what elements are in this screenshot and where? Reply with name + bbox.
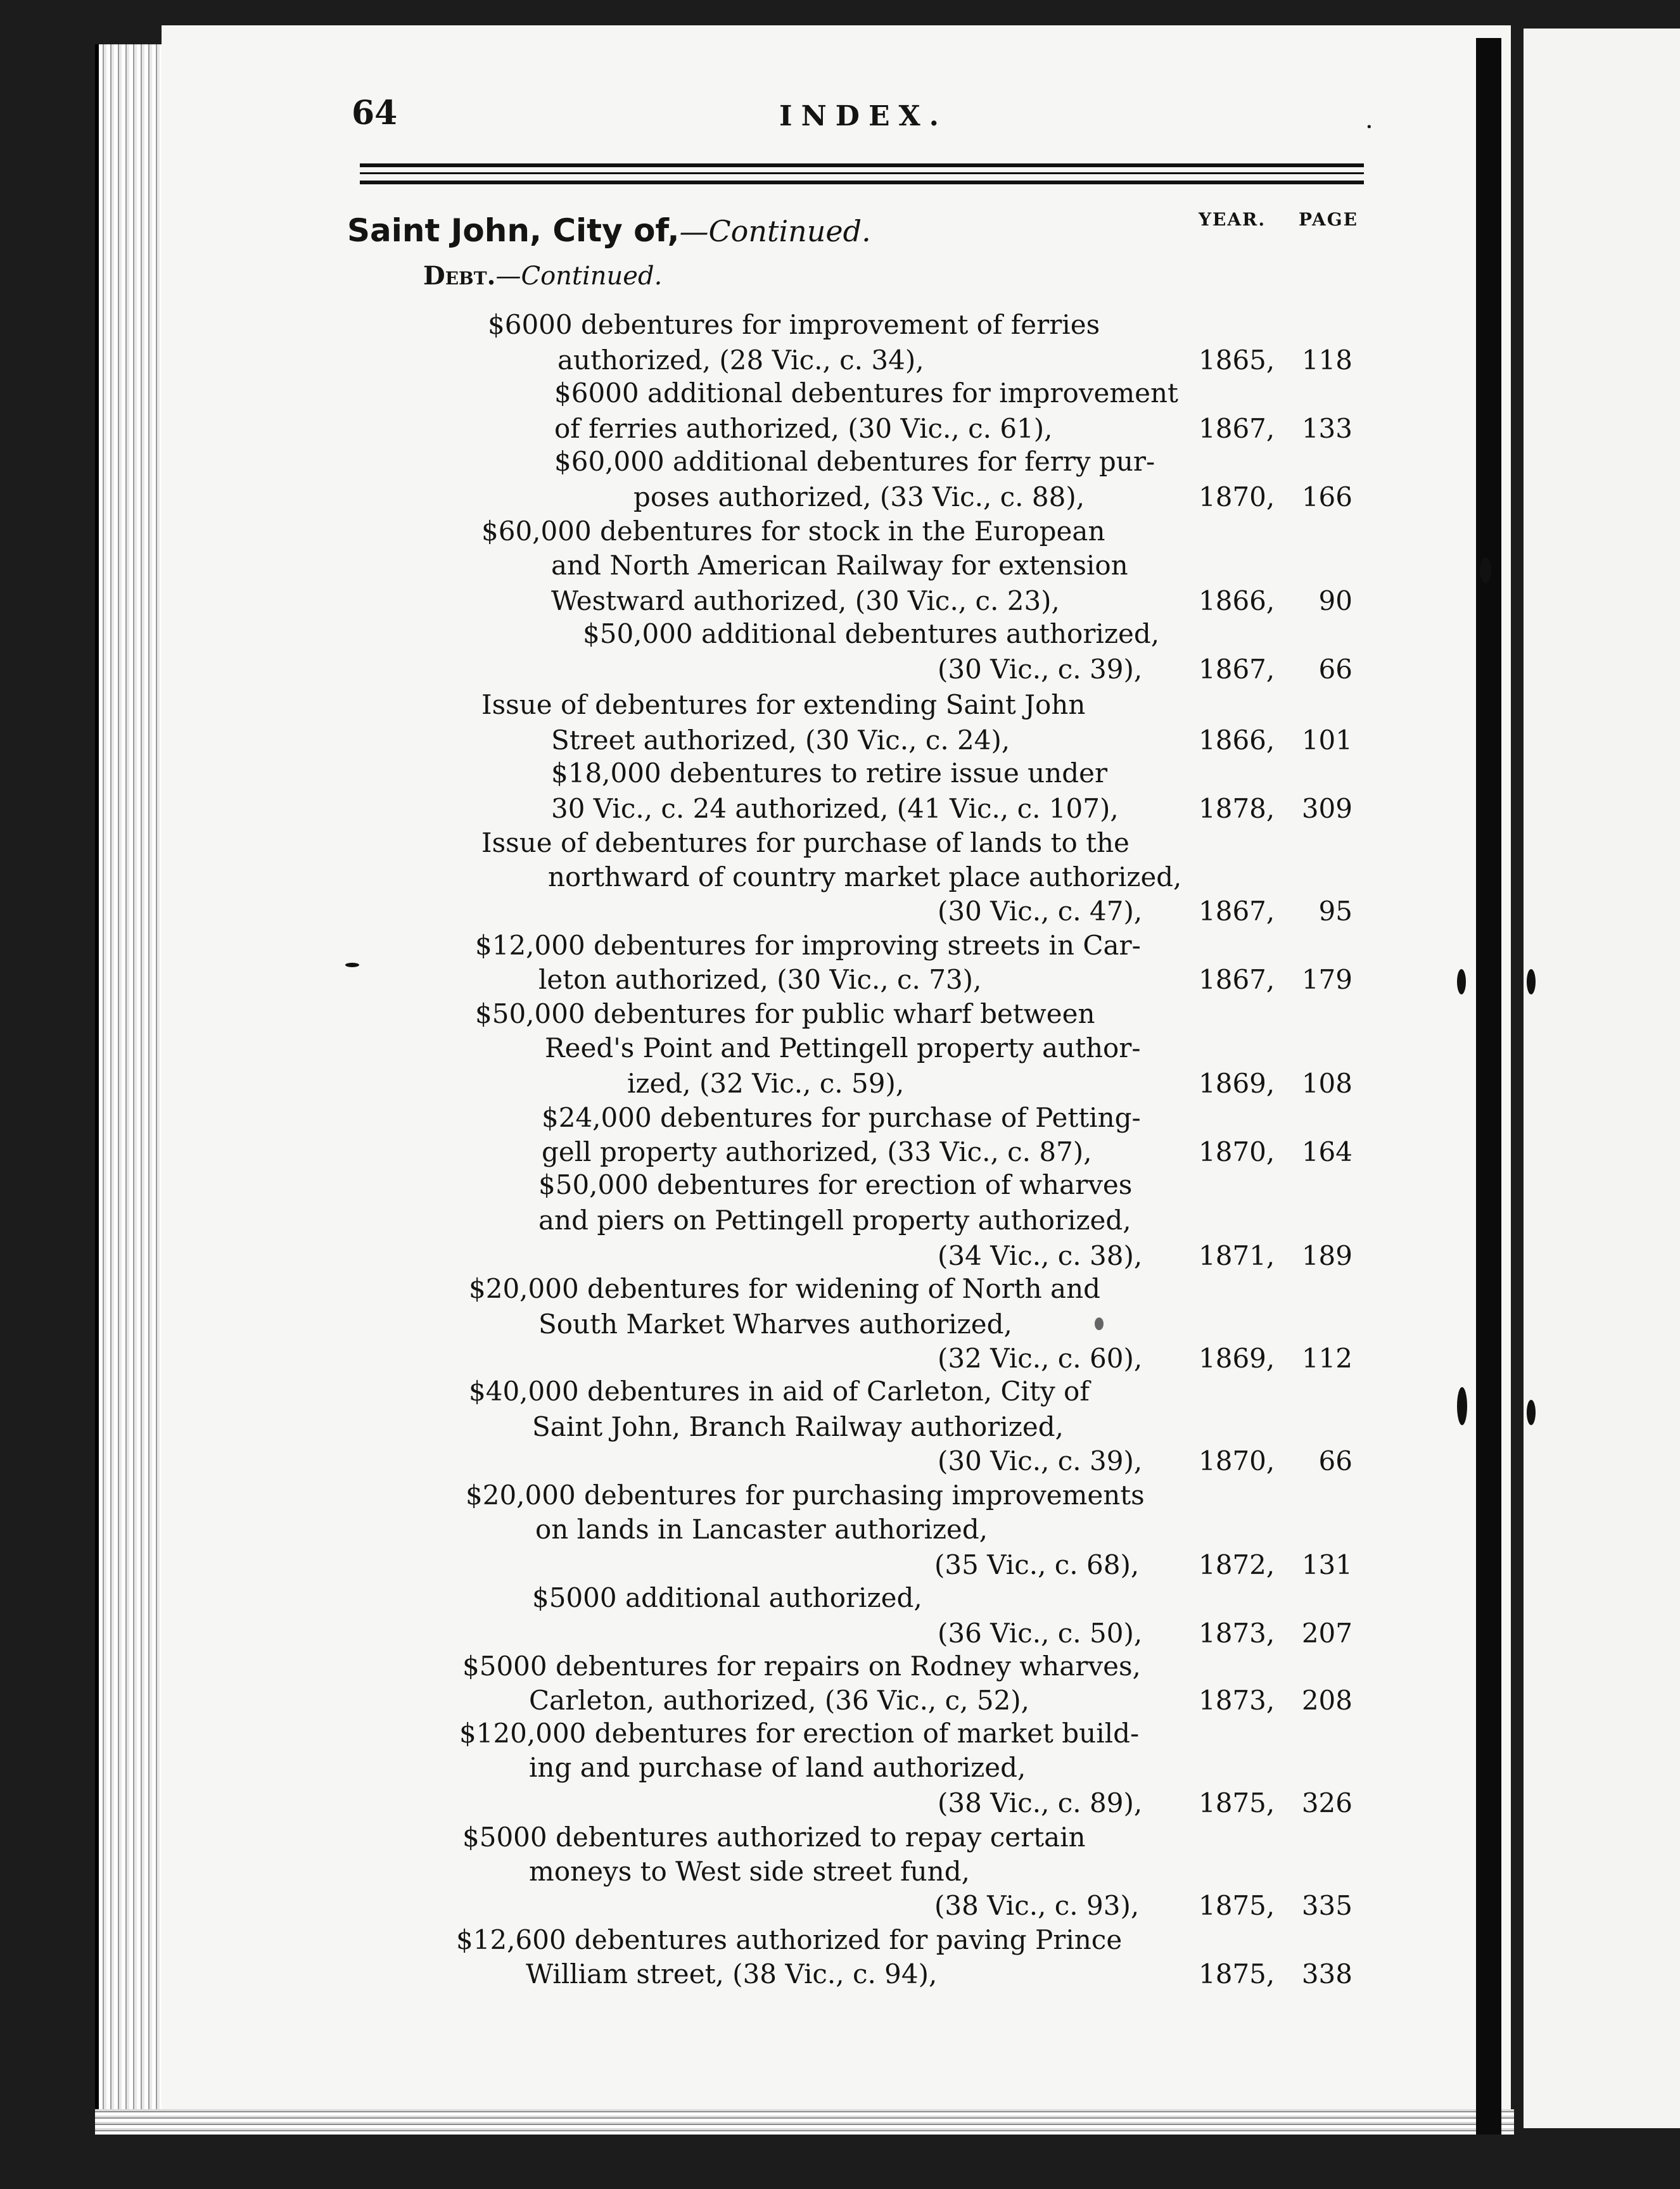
entry-year: 1870, xyxy=(1199,481,1275,512)
index-entry-line: ized, (32 Vic., c. 59), xyxy=(627,1068,905,1099)
entry-year: 1866, xyxy=(1199,725,1275,756)
entry-page: 118 xyxy=(1301,345,1352,376)
index-entry-line: $18,000 debentures to retire issue under xyxy=(551,758,1108,789)
index-entry-line: (35 Vic., c. 68), xyxy=(934,1549,1140,1580)
page-bottom-edge xyxy=(95,2109,1514,2135)
page-edge-stack xyxy=(95,44,169,2128)
entry-year: 1867, xyxy=(1199,654,1275,685)
ink-dot: · xyxy=(1365,113,1373,142)
header-rule xyxy=(360,163,1364,167)
index-entry-line: (30 Vic., c. 39), xyxy=(938,654,1143,685)
index-entry-line: Westward authorized, (30 Vic., c. 23), xyxy=(551,585,1060,616)
index-entry-line: $50,000 debentures for erection of wharves xyxy=(538,1169,1133,1200)
index-entry-line: $120,000 debentures for erection of market build- xyxy=(459,1718,1140,1749)
index-entry-line: (38 Vic., c. 93), xyxy=(934,1890,1140,1921)
index-entry-line: leton authorized, (30 Vic., c. 73), xyxy=(538,964,982,995)
entry-year: 1873, xyxy=(1199,1618,1275,1649)
index-entry-line: $50,000 debentures for public wharf between xyxy=(475,998,1095,1029)
index-entry-line: Street authorized, (30 Vic., c. 24), xyxy=(551,725,1010,756)
book-binding xyxy=(1476,38,1501,2135)
entry-page: 90 xyxy=(1318,585,1352,616)
entry-page: 164 xyxy=(1301,1136,1352,1167)
index-entry-line: $5000 additional authorized, xyxy=(532,1582,922,1613)
section-continued: —Continued. xyxy=(679,214,871,248)
index-entry-line: poses authorized, (33 Vic., c. 88), xyxy=(633,481,1085,512)
entry-year: 1865, xyxy=(1199,345,1275,376)
entry-page: 338 xyxy=(1301,1958,1352,1989)
binding-clip-mark xyxy=(1480,557,1491,583)
entry-year: 1872, xyxy=(1199,1549,1275,1580)
entry-page: 309 xyxy=(1301,793,1352,824)
entry-page: 101 xyxy=(1301,725,1352,756)
index-entry-line: $12,600 debentures authorized for paving Prince xyxy=(456,1924,1123,1955)
entry-page: 108 xyxy=(1301,1068,1352,1099)
index-entry-line: $12,000 debentures for improving streets in Car- xyxy=(475,930,1141,961)
entry-page: 207 xyxy=(1301,1618,1352,1649)
index-entry-line: Issue of debentures for purchase of lands to the xyxy=(481,827,1130,858)
binding-clip-mark xyxy=(1457,1387,1467,1425)
entry-year: 1870, xyxy=(1199,1136,1275,1167)
entry-year: 1875, xyxy=(1199,1890,1275,1921)
entry-year: 1867, xyxy=(1199,413,1275,444)
entry-year: 1878, xyxy=(1199,793,1275,824)
entry-page: 66 xyxy=(1318,1445,1352,1476)
running-head: INDEX. xyxy=(779,100,948,132)
index-entry-line: $5000 debentures for repairs on Rodney wharves, xyxy=(462,1651,1141,1682)
index-entry-line: and piers on Pettingell property authorized, xyxy=(538,1205,1131,1236)
entry-page: 326 xyxy=(1301,1787,1352,1818)
header-rule xyxy=(360,181,1364,184)
index-entry-line: gell property authorized, (33 Vic., c. 87), xyxy=(542,1136,1092,1167)
entry-year: 1867, xyxy=(1199,896,1275,927)
index-entry-line: William street, (38 Vic., c. 94), xyxy=(526,1958,938,1989)
index-entry-line: $6000 additional debentures for improvement xyxy=(554,378,1178,409)
binding-clip-mark xyxy=(1527,969,1536,994)
entry-year: 1867, xyxy=(1199,964,1275,995)
section-title xyxy=(347,212,871,249)
index-entry-line: on lands in Lancaster authorized, xyxy=(535,1514,988,1545)
index-entry-line: $20,000 debentures for widening of North and xyxy=(469,1273,1101,1304)
entry-page: 208 xyxy=(1301,1685,1352,1716)
index-entry-line: Issue of debentures for extending Saint John xyxy=(481,689,1086,720)
entry-page: 66 xyxy=(1318,654,1352,685)
facing-page xyxy=(1524,29,1680,2128)
index-entry-line: (30 Vic., c. 39), xyxy=(938,1445,1143,1476)
entry-page: 335 xyxy=(1301,1890,1352,1921)
entry-year: 1869, xyxy=(1199,1068,1275,1099)
index-entry-line: $6000 debentures for improvement of ferries xyxy=(488,309,1100,340)
index-entry-line: Reed's Point and Pettingell property author- xyxy=(545,1032,1141,1063)
index-entry-line: (38 Vic., c. 89), xyxy=(938,1787,1143,1818)
binding-clip-mark xyxy=(1457,969,1466,994)
subsection-continued: —Continued. xyxy=(495,262,663,291)
entry-page: 179 xyxy=(1301,964,1352,995)
entry-page: 133 xyxy=(1301,413,1352,444)
index-entry-line: of ferries authorized, (30 Vic., c. 61), xyxy=(554,413,1053,444)
entry-page: 112 xyxy=(1301,1343,1352,1374)
index-entry-line: ing and purchase of land authorized, xyxy=(529,1752,1026,1783)
index-entry-line: $20,000 debentures for purchasing improvements xyxy=(466,1480,1145,1511)
entry-year: 1875, xyxy=(1199,1787,1275,1818)
index-entry-line: $50,000 additional debentures authorized, xyxy=(583,618,1160,649)
entry-page: 131 xyxy=(1301,1549,1352,1580)
subsection-name: Debt. xyxy=(423,261,496,291)
header-rule xyxy=(360,172,1364,174)
index-entry-line: $5000 debentures authorized to repay certain xyxy=(462,1822,1086,1853)
index-entry-line: (36 Vic., c. 50), xyxy=(938,1618,1143,1649)
entry-year: 1866, xyxy=(1199,585,1275,616)
year-column-heading: YEAR. xyxy=(1199,209,1266,230)
index-entry-line: (32 Vic., c. 60), xyxy=(938,1343,1143,1374)
index-entry-line: (34 Vic., c. 38), xyxy=(938,1240,1143,1271)
index-entry-line: Saint John, Branch Railway authorized, xyxy=(532,1411,1064,1442)
index-entry-line: (30 Vic., c. 47), xyxy=(938,896,1143,927)
index-entry-line: Carleton, authorized, (36 Vic., c, 52), xyxy=(529,1685,1030,1716)
entry-year: 1869, xyxy=(1199,1343,1275,1374)
index-entry-line: authorized, (28 Vic., c. 34), xyxy=(557,345,924,376)
index-entry-line: northward of country market place authorized, xyxy=(548,861,1182,892)
ink-speck xyxy=(1095,1317,1104,1330)
entry-year: 1875, xyxy=(1199,1958,1275,1989)
subsection-title xyxy=(423,261,662,291)
entry-year: 1870, xyxy=(1199,1445,1275,1476)
index-entry-line: $60,000 additional debentures for ferry pur- xyxy=(554,446,1155,477)
index-entry-line: 30 Vic., c. 24 authorized, (41 Vic., c. 107), xyxy=(551,793,1119,824)
page-number: 64 xyxy=(352,94,398,132)
index-entry-line: South Market Wharves authorized, xyxy=(538,1309,1012,1340)
entry-page: 95 xyxy=(1318,896,1352,927)
entry-year: 1873, xyxy=(1199,1685,1275,1716)
ink-speck xyxy=(345,963,359,967)
entry-page: 189 xyxy=(1301,1240,1352,1271)
binding-clip-mark xyxy=(1527,1400,1536,1425)
page-column-heading: PAGE xyxy=(1299,209,1358,230)
index-entry-line: $24,000 debentures for purchase of Petting- xyxy=(542,1102,1141,1133)
index-entry-line: $40,000 debentures in aid of Carleton, City of xyxy=(469,1376,1090,1407)
entry-year: 1871, xyxy=(1199,1240,1275,1271)
index-entry-line: and North American Railway for extension xyxy=(551,550,1128,581)
entry-page: 166 xyxy=(1301,481,1352,512)
index-entry-line: $60,000 debentures for stock in the European xyxy=(481,516,1105,547)
section-name: Saint John, City of, xyxy=(347,212,680,249)
index-entry-line: moneys to West side street fund, xyxy=(529,1856,970,1887)
